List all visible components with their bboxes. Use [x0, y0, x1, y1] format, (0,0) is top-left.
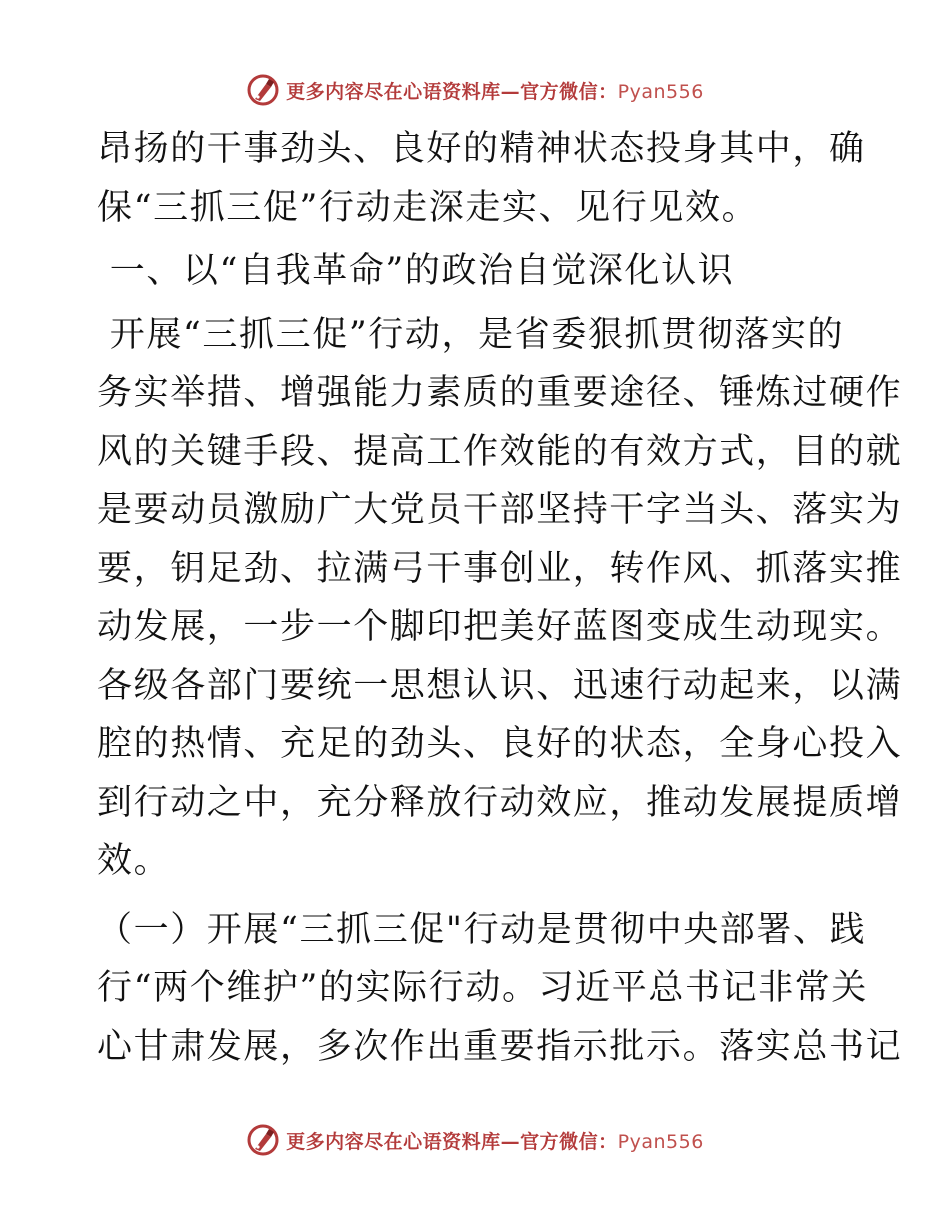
pen-nib-circle-icon: [246, 73, 280, 107]
text-line: 腔的热情、充足的劲头、良好的状态，全身心投入: [97, 724, 903, 764]
paragraph-subsection: [97, 901, 903, 1077]
text-line: 要，钥足劲、拉满弓干事创业，转作风、抓落实推: [97, 548, 903, 589]
text-line: 动发展，一步一个脚印把美好蓝图变成生动现实。: [97, 607, 903, 647]
text-line: 效。: [97, 841, 171, 881]
watermark-header: [0, 70, 950, 110]
text-line: （一）开展“三抓三促"行动是贯彻中央部署、践: [97, 909, 867, 950]
watermark-footer: [0, 1120, 950, 1160]
text-line: 行“两个维护”的实际行动。习近平总书记非常关: [97, 968, 868, 1008]
text-line: 是要动员激励广大党员干部坚持干字当头、落实为: [97, 490, 903, 530]
text-line: 心甘肃发展，多次作出重要指示批示。落实总书记: [97, 1026, 903, 1067]
text-line: 风的关键手段、提高工作效能的有效方式，目的就: [97, 431, 903, 472]
text-line: 各级各部门要统一思想认识、迅速行动起来，以满: [97, 665, 903, 706]
watermark-text: 更多内容尽在心语资料库—官方微信：Pyan556: [286, 1130, 704, 1153]
text-line: 开展“三抓三促”行动，是省委狠抓贯彻落实的: [97, 314, 845, 355]
text-line: 到行动之中，充分释放行动效应，推动发展提质增: [97, 782, 903, 823]
heading-line: 一、以“自我革命”的政治自觉深化认识: [97, 251, 735, 291]
paragraph-body: [97, 306, 903, 891]
watermark-text: 更多内容尽在心语资料库—官方微信：Pyan556: [286, 80, 704, 103]
text-line: 务实举措、增强能力素质的重要途径、锤炼过硬作: [97, 373, 903, 413]
section-heading: [97, 242, 857, 301]
text-line: 保“三抓三促”行动走深走实、见行见效。: [97, 187, 759, 228]
pen-nib-circle-icon: [246, 1123, 280, 1157]
document-body: [97, 120, 903, 1076]
text-line: 昂扬的干事劲头、良好的精神状态投身其中，确: [97, 129, 866, 169]
paragraph-continuation: [97, 120, 866, 237]
